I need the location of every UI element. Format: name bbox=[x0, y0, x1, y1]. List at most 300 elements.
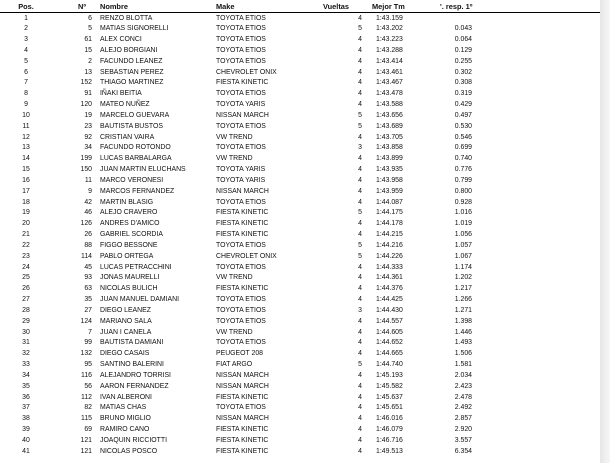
row-laps: 4 bbox=[358, 155, 362, 163]
table-row bbox=[0, 100, 600, 111]
row-position: 41 bbox=[22, 447, 30, 455]
row-make: TOYOTA ETIOS bbox=[216, 144, 266, 152]
row-driver-name: SEBASTIAN PEREZ bbox=[100, 68, 164, 76]
row-number: 152 bbox=[80, 79, 92, 87]
row-gap-to-first: 0.497 bbox=[454, 111, 472, 119]
row-number: 69 bbox=[84, 426, 92, 434]
row-best-time: 1:45.651 bbox=[376, 404, 403, 412]
row-best-time: 1:44.087 bbox=[376, 198, 403, 206]
row-driver-name: ALEJANDRO TORRISI bbox=[100, 371, 171, 379]
row-best-time: 1:43.414 bbox=[376, 57, 403, 65]
row-best-time: 1:45.193 bbox=[376, 371, 403, 379]
row-make: VW TREND bbox=[216, 133, 253, 141]
row-best-time: 1:44.178 bbox=[376, 220, 403, 228]
row-position: 28 bbox=[22, 306, 30, 314]
row-gap-to-first: 2.920 bbox=[454, 426, 472, 434]
table-header bbox=[0, 1, 600, 13]
row-laps: 4 bbox=[358, 328, 362, 336]
table-row bbox=[0, 263, 600, 274]
row-best-time: 1:46.079 bbox=[376, 426, 403, 434]
row-best-time: 1:43.478 bbox=[376, 90, 403, 98]
table-row bbox=[0, 328, 600, 339]
row-number: 126 bbox=[80, 220, 92, 228]
row-gap-to-first: 0.302 bbox=[454, 68, 472, 76]
row-laps: 4 bbox=[358, 263, 362, 271]
row-best-time: 1:44.605 bbox=[376, 328, 403, 336]
row-driver-name: BAUTISTA BUSTOS bbox=[100, 122, 163, 130]
row-position: 11 bbox=[22, 122, 30, 130]
row-driver-name: MARCO VERONESI bbox=[100, 176, 164, 184]
row-position: 1 bbox=[24, 14, 28, 22]
row-laps: 4 bbox=[358, 187, 362, 195]
row-make: FIESTA KINETIC bbox=[216, 436, 269, 444]
row-make: TOYOTA ETIOS bbox=[216, 306, 266, 314]
row-number: 19 bbox=[84, 111, 92, 119]
row-driver-name: IÑAKI BEITIA bbox=[100, 90, 142, 98]
row-number: 27 bbox=[84, 306, 92, 314]
row-position: 16 bbox=[22, 176, 30, 184]
row-driver-name: GABRIEL SCORDIA bbox=[100, 231, 163, 239]
row-best-time: 1:44.361 bbox=[376, 274, 403, 282]
row-best-time: 1:45.637 bbox=[376, 393, 403, 401]
row-number: 11 bbox=[84, 176, 92, 184]
table-row bbox=[0, 133, 600, 144]
row-position: 24 bbox=[22, 263, 30, 271]
row-gap-to-first: 1.398 bbox=[454, 317, 472, 325]
row-laps: 3 bbox=[358, 144, 362, 152]
row-driver-name: MARIANO SALA bbox=[100, 317, 152, 325]
row-best-time: 1:44.425 bbox=[376, 296, 403, 304]
row-best-time: 1:45.582 bbox=[376, 382, 403, 390]
row-laps: 4 bbox=[358, 231, 362, 239]
header-gap-to-first: '. resp. 1º bbox=[440, 2, 473, 11]
row-number: 7 bbox=[88, 328, 92, 336]
row-make: VW TREND bbox=[216, 328, 253, 336]
table-row bbox=[0, 219, 600, 230]
row-driver-name: FIGGO BESSONE bbox=[100, 241, 158, 249]
row-laps: 4 bbox=[358, 371, 362, 379]
row-best-time: 1:43.705 bbox=[376, 133, 403, 141]
row-number: 63 bbox=[84, 285, 92, 293]
row-best-time: 1:43.588 bbox=[376, 101, 403, 109]
row-best-time: 1:43.159 bbox=[376, 14, 403, 22]
row-make: CHEVROLET ONIX bbox=[216, 252, 277, 260]
table-row bbox=[0, 273, 600, 284]
row-make: TOYOTA ETIOS bbox=[216, 46, 266, 54]
row-driver-name: ALEX CONCI bbox=[100, 36, 142, 44]
table-row bbox=[0, 230, 600, 241]
row-gap-to-first: 2.034 bbox=[454, 371, 472, 379]
row-best-time: 1:43.223 bbox=[376, 36, 403, 44]
row-number: 61 bbox=[84, 36, 92, 44]
row-laps: 4 bbox=[358, 36, 362, 44]
row-make: NISSAN MARCH bbox=[216, 187, 269, 195]
row-gap-to-first: 1.067 bbox=[454, 252, 472, 260]
row-gap-to-first: 0.799 bbox=[454, 176, 472, 184]
row-best-time: 1:44.665 bbox=[376, 350, 403, 358]
row-make: FIESTA KINETIC bbox=[216, 285, 269, 293]
header-best-time: Mejor Tm bbox=[372, 2, 405, 11]
row-position: 19 bbox=[22, 209, 30, 217]
row-position: 17 bbox=[22, 187, 30, 195]
row-number: 82 bbox=[84, 404, 92, 412]
row-number: 34 bbox=[84, 144, 92, 152]
row-position: 25 bbox=[22, 274, 30, 282]
row-make: FIESTA KINETIC bbox=[216, 220, 269, 228]
row-make: TOYOTA YARIS bbox=[216, 101, 266, 109]
row-best-time: 1:44.226 bbox=[376, 252, 403, 260]
row-best-time: 1:44.430 bbox=[376, 306, 403, 314]
row-driver-name: MATIAS SIGNORELLI bbox=[100, 25, 169, 33]
row-laps: 5 bbox=[358, 361, 362, 369]
row-make: TOYOTA ETIOS bbox=[216, 241, 266, 249]
row-number: 99 bbox=[84, 339, 92, 347]
row-gap-to-first: 1.056 bbox=[454, 231, 472, 239]
table-row bbox=[0, 143, 600, 154]
table-row bbox=[0, 78, 600, 89]
table-row bbox=[0, 241, 600, 252]
row-driver-name: ANDRES D'AMICO bbox=[100, 220, 160, 228]
table-row bbox=[0, 349, 600, 360]
row-number: 45 bbox=[84, 263, 92, 271]
row-best-time: 1:44.376 bbox=[376, 285, 403, 293]
row-position: 34 bbox=[22, 371, 30, 379]
row-best-time: 1:43.959 bbox=[376, 187, 403, 195]
row-driver-name: DIEGO LEANEZ bbox=[100, 306, 151, 314]
row-make: NISSAN MARCH bbox=[216, 371, 269, 379]
row-make: TOYOTA ETIOS bbox=[216, 404, 266, 412]
table-row bbox=[0, 425, 600, 436]
row-driver-name: JONAS MAURELLI bbox=[100, 274, 160, 282]
row-gap-to-first: 0.530 bbox=[454, 122, 472, 130]
row-laps: 4 bbox=[358, 198, 362, 206]
row-position: 14 bbox=[22, 155, 30, 163]
row-position: 38 bbox=[22, 415, 30, 423]
row-number: 56 bbox=[84, 382, 92, 390]
row-laps: 4 bbox=[358, 133, 362, 141]
row-driver-name: JOAQUIN RICCIOTTI bbox=[100, 436, 167, 444]
row-number: 121 bbox=[80, 436, 92, 444]
table-row bbox=[0, 252, 600, 263]
row-gap-to-first: 6.354 bbox=[454, 447, 472, 455]
row-best-time: 1:46.016 bbox=[376, 415, 403, 423]
row-gap-to-first: 1.016 bbox=[454, 209, 472, 217]
row-best-time: 1:49.513 bbox=[376, 447, 403, 455]
row-driver-name: LUCAS BARBALARGA bbox=[100, 155, 172, 163]
row-number: 46 bbox=[84, 209, 92, 217]
row-best-time: 1:44.216 bbox=[376, 241, 403, 249]
row-gap-to-first: 0.308 bbox=[454, 79, 472, 87]
row-gap-to-first: 0.699 bbox=[454, 144, 472, 152]
row-gap-to-first: 0.546 bbox=[454, 133, 472, 141]
row-position: 26 bbox=[22, 285, 30, 293]
row-make: TOYOTA YARIS bbox=[216, 166, 266, 174]
row-gap-to-first: 2.492 bbox=[454, 404, 472, 412]
row-position: 4 bbox=[24, 46, 28, 54]
table-row bbox=[0, 57, 600, 68]
row-position: 2 bbox=[24, 25, 28, 33]
table-row bbox=[0, 122, 600, 133]
table-row bbox=[0, 306, 600, 317]
row-driver-name: CRISTIAN VAIRA bbox=[100, 133, 155, 141]
row-gap-to-first: 1.266 bbox=[454, 296, 472, 304]
table-row bbox=[0, 208, 600, 219]
row-gap-to-first: 0.800 bbox=[454, 187, 472, 195]
row-make: NISSAN MARCH bbox=[216, 111, 269, 119]
row-gap-to-first: 1.019 bbox=[454, 220, 472, 228]
row-best-time: 1:44.215 bbox=[376, 231, 403, 239]
row-number: 92 bbox=[84, 133, 92, 141]
row-make: FIAT ARGO bbox=[216, 361, 253, 369]
row-laps: 4 bbox=[358, 285, 362, 293]
row-gap-to-first: 2.857 bbox=[454, 415, 472, 423]
row-number: 115 bbox=[81, 415, 92, 423]
row-position: 23 bbox=[22, 252, 30, 260]
table-row bbox=[0, 393, 600, 404]
row-number: 121 bbox=[80, 447, 92, 455]
row-laps: 4 bbox=[358, 339, 362, 347]
row-make: TOYOTA ETIOS bbox=[216, 296, 266, 304]
row-best-time: 1:43.202 bbox=[376, 25, 403, 33]
table-row bbox=[0, 360, 600, 371]
row-number: 26 bbox=[84, 231, 92, 239]
row-make: FIESTA KINETIC bbox=[216, 393, 269, 401]
header-laps: Vueltas bbox=[323, 2, 350, 11]
row-position: 33 bbox=[22, 361, 30, 369]
row-make: NISSAN MARCH bbox=[216, 415, 269, 423]
row-number: 2 bbox=[88, 57, 92, 65]
row-make: VW TREND bbox=[216, 274, 253, 282]
row-position: 5 bbox=[24, 57, 28, 65]
row-laps: 4 bbox=[358, 404, 362, 412]
row-position: 30 bbox=[22, 328, 30, 336]
row-driver-name: NICOLAS POSCO bbox=[100, 447, 158, 455]
row-number: 93 bbox=[84, 274, 92, 282]
row-make: PEUGEOT 208 bbox=[216, 350, 263, 358]
row-number: 116 bbox=[81, 371, 92, 379]
table-row bbox=[0, 89, 600, 100]
row-driver-name: AARON FERNANDEZ bbox=[100, 382, 169, 390]
row-laps: 4 bbox=[358, 415, 362, 423]
row-best-time: 1:43.858 bbox=[376, 144, 403, 152]
row-number: 124 bbox=[80, 317, 92, 325]
row-driver-name: MARCOS FERNANDEZ bbox=[100, 187, 175, 195]
row-laps: 5 bbox=[358, 111, 362, 119]
row-position: 39 bbox=[22, 426, 30, 434]
row-position: 13 bbox=[22, 144, 30, 152]
row-number: 95 bbox=[84, 361, 92, 369]
row-position: 36 bbox=[22, 393, 30, 401]
row-gap-to-first: 0.319 bbox=[454, 90, 472, 98]
row-laps: 4 bbox=[358, 166, 362, 174]
row-make: TOYOTA ETIOS bbox=[216, 263, 266, 271]
row-number: 13 bbox=[84, 68, 92, 76]
table-row bbox=[0, 68, 600, 79]
row-best-time: 1:43.958 bbox=[376, 176, 403, 184]
row-best-time: 1:44.740 bbox=[376, 361, 403, 369]
row-best-time: 1:44.557 bbox=[376, 317, 403, 325]
row-make: TOYOTA ETIOS bbox=[216, 317, 266, 325]
row-make: TOYOTA ETIOS bbox=[216, 57, 266, 65]
row-gap-to-first: 3.557 bbox=[454, 436, 472, 444]
row-driver-name: DIEGO CASAIS bbox=[100, 350, 150, 358]
row-gap-to-first: 0.776 bbox=[454, 166, 472, 174]
row-make: VW TREND bbox=[216, 155, 253, 163]
table-row bbox=[0, 436, 600, 447]
table-row bbox=[0, 382, 600, 393]
table-row bbox=[0, 14, 600, 25]
row-driver-name: BRUNO MIGLIO bbox=[100, 415, 151, 423]
table-row bbox=[0, 317, 600, 328]
table-row bbox=[0, 295, 600, 306]
row-number: 6 bbox=[88, 14, 92, 22]
row-position: 15 bbox=[22, 166, 30, 174]
row-driver-name: SANTINO BALERINI bbox=[100, 361, 164, 369]
row-gap-to-first: 1.174 bbox=[454, 263, 472, 271]
row-driver-name: FACUNDO LEANEZ bbox=[100, 57, 163, 65]
row-gap-to-first: 1.057 bbox=[454, 241, 472, 249]
row-driver-name: MARTIN BLASIG bbox=[100, 198, 154, 206]
page-edge-shadow bbox=[600, 0, 610, 463]
row-best-time: 1:43.467 bbox=[376, 79, 403, 87]
row-driver-name: BAUTISTA DAMIANI bbox=[100, 339, 164, 347]
row-laps: 4 bbox=[358, 57, 362, 65]
row-driver-name: MATEO NUÑEZ bbox=[100, 101, 150, 109]
row-laps: 4 bbox=[358, 350, 362, 358]
row-number: 15 bbox=[84, 46, 92, 54]
row-gap-to-first: 0.129 bbox=[454, 46, 472, 54]
row-position: 12 bbox=[22, 133, 30, 141]
row-make: TOYOTA ETIOS bbox=[216, 36, 266, 44]
row-number: 23 bbox=[84, 122, 92, 130]
row-laps: 5 bbox=[358, 252, 362, 260]
table-row bbox=[0, 176, 600, 187]
table-row bbox=[0, 154, 600, 165]
table-row bbox=[0, 447, 600, 458]
table-row bbox=[0, 111, 600, 122]
row-gap-to-first: 2.423 bbox=[454, 382, 472, 390]
table-row bbox=[0, 371, 600, 382]
row-gap-to-first: 0.740 bbox=[454, 155, 472, 163]
row-laps: 4 bbox=[358, 426, 362, 434]
row-laps: 4 bbox=[358, 220, 362, 228]
row-gap-to-first: 1.271 bbox=[454, 306, 472, 314]
row-driver-name: JUAN MANUEL DAMIANI bbox=[100, 296, 179, 304]
row-driver-name: ALEJO CRAVERO bbox=[100, 209, 158, 217]
row-position: 7 bbox=[24, 79, 28, 87]
row-laps: 4 bbox=[358, 90, 362, 98]
row-driver-name: FACUNDO ROTONDO bbox=[100, 144, 171, 152]
row-gap-to-first: 0.429 bbox=[454, 101, 472, 109]
row-position: 35 bbox=[22, 382, 30, 390]
row-gap-to-first: 0.255 bbox=[454, 57, 472, 65]
table-row bbox=[0, 35, 600, 46]
table-row bbox=[0, 187, 600, 198]
row-position: 8 bbox=[24, 90, 28, 98]
row-gap-to-first: 0.064 bbox=[454, 36, 472, 44]
row-number: 150 bbox=[80, 166, 92, 174]
row-laps: 5 bbox=[358, 241, 362, 249]
row-make: TOYOTA YARIS bbox=[216, 176, 266, 184]
row-position: 32 bbox=[22, 350, 30, 358]
row-driver-name: IVAN ALBERONI bbox=[100, 393, 152, 401]
row-driver-name: MATIAS CHAS bbox=[100, 404, 147, 412]
row-laps: 4 bbox=[358, 296, 362, 304]
row-number: 91 bbox=[84, 90, 92, 98]
row-make: NISSAN MARCH bbox=[216, 382, 269, 390]
row-best-time: 1:43.935 bbox=[376, 166, 403, 174]
row-make: TOYOTA ETIOS bbox=[216, 90, 266, 98]
row-gap-to-first: 0.928 bbox=[454, 198, 472, 206]
row-laps: 5 bbox=[358, 122, 362, 130]
row-gap-to-first: 0.043 bbox=[454, 25, 472, 33]
row-make: FIESTA KINETIC bbox=[216, 447, 269, 455]
row-best-time: 1:43.656 bbox=[376, 111, 403, 119]
row-best-time: 1:44.652 bbox=[376, 339, 403, 347]
row-number: 199 bbox=[80, 155, 92, 163]
row-laps: 5 bbox=[358, 209, 362, 217]
row-laps: 5 bbox=[358, 25, 362, 33]
row-laps: 4 bbox=[358, 382, 362, 390]
header-position: Pos. bbox=[18, 2, 34, 11]
row-position: 29 bbox=[22, 317, 30, 325]
row-best-time: 1:43.899 bbox=[376, 155, 403, 163]
row-gap-to-first: 1.202 bbox=[454, 274, 472, 282]
row-laps: 4 bbox=[358, 393, 362, 401]
table-row bbox=[0, 284, 600, 295]
row-laps: 4 bbox=[358, 46, 362, 54]
row-laps: 4 bbox=[358, 436, 362, 444]
row-best-time: 1:46.716 bbox=[376, 436, 403, 444]
row-gap-to-first: 1.446 bbox=[454, 328, 472, 336]
row-position: 18 bbox=[22, 198, 30, 206]
row-make: FIESTA KINETIC bbox=[216, 209, 269, 217]
row-number: 42 bbox=[84, 198, 92, 206]
table-row bbox=[0, 414, 600, 425]
row-best-time: 1:43.461 bbox=[376, 68, 403, 76]
row-laps: 4 bbox=[358, 447, 362, 455]
row-make: TOYOTA ETIOS bbox=[216, 14, 266, 22]
row-number: 9 bbox=[88, 187, 92, 195]
row-driver-name: RAMIRO CANO bbox=[100, 426, 150, 434]
row-driver-name: JUAN MARTIN ELUCHANS bbox=[100, 166, 186, 174]
row-position: 40 bbox=[22, 436, 30, 444]
row-gap-to-first: 1.581 bbox=[454, 361, 472, 369]
table-row bbox=[0, 338, 600, 349]
header-make: Make bbox=[216, 2, 235, 11]
table-row bbox=[0, 24, 600, 35]
row-make: TOYOTA ETIOS bbox=[216, 198, 266, 206]
row-laps: 4 bbox=[358, 317, 362, 325]
row-gap-to-first: 1.217 bbox=[454, 285, 472, 293]
row-position: 9 bbox=[24, 101, 28, 109]
row-laps: 4 bbox=[358, 274, 362, 282]
row-driver-name: ALEJO BORGIANI bbox=[100, 46, 158, 54]
row-number: 112 bbox=[81, 393, 92, 401]
table-row bbox=[0, 403, 600, 414]
row-laps: 4 bbox=[358, 79, 362, 87]
row-gap-to-first: 1.506 bbox=[454, 350, 472, 358]
row-make: TOYOTA ETIOS bbox=[216, 122, 266, 130]
row-gap-to-first: 1.493 bbox=[454, 339, 472, 347]
row-gap-to-first: 2.478 bbox=[454, 393, 472, 401]
table-row bbox=[0, 198, 600, 209]
row-number: 35 bbox=[84, 296, 92, 304]
table-row bbox=[0, 46, 600, 57]
row-position: 21 bbox=[22, 231, 30, 239]
row-number: 114 bbox=[81, 252, 92, 260]
row-driver-name: THIAGO MARTINEZ bbox=[100, 79, 164, 87]
